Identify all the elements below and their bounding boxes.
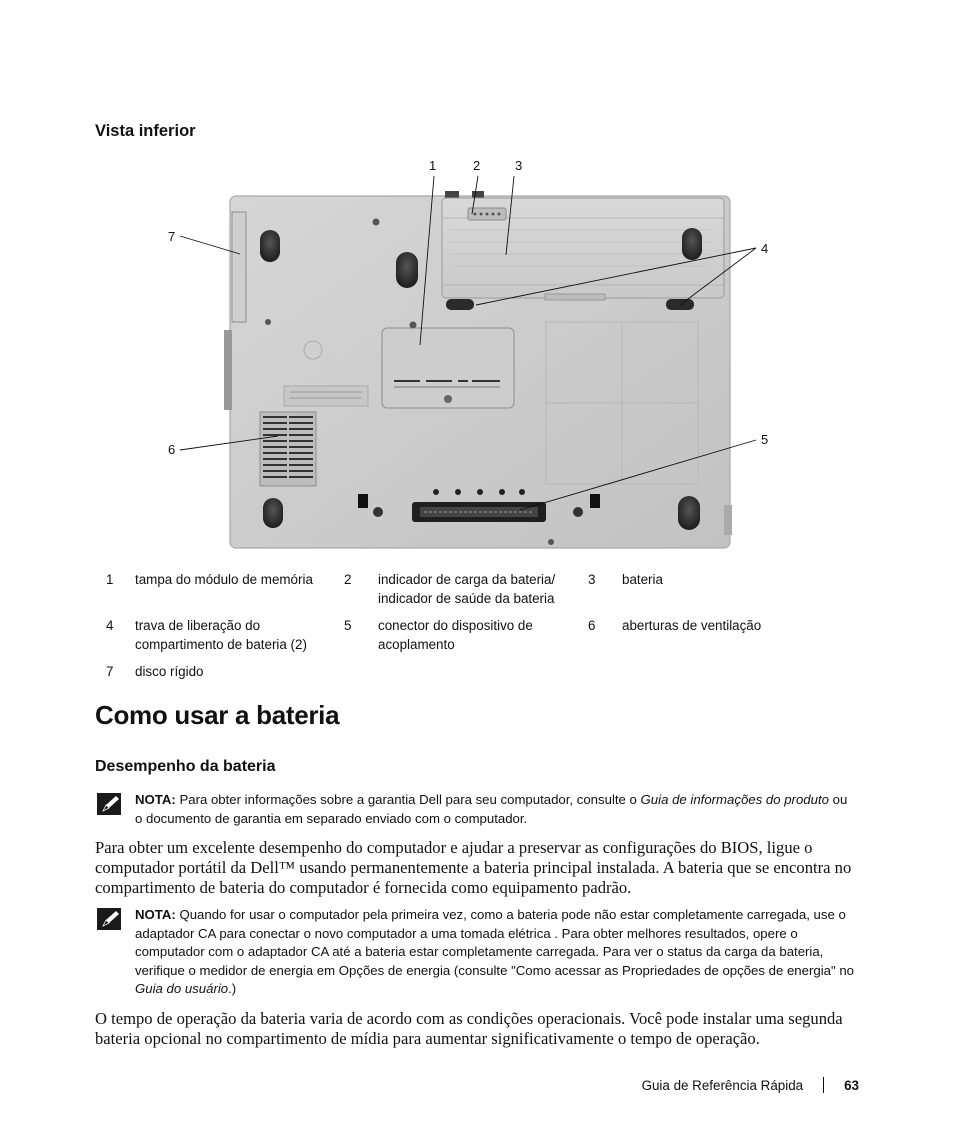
note-text: .) (228, 981, 237, 996)
legend-number: 6 (588, 618, 596, 633)
memory-module-cover (382, 328, 514, 408)
note-2 (95, 906, 855, 999)
note-label: NOTA: (135, 792, 176, 807)
paragraph-2: O tempo de operação da bateria varia de acordo com as condições operacionais. Você pode instalar uma segunda bateria opcional no compartimento de mídia para aumentar significativamente o tempo de operação. (95, 1009, 843, 1048)
footer-guide-title: Guia de Referência Rápida (641, 1077, 804, 1093)
battery-latch-left (446, 299, 474, 310)
legend-row (95, 570, 795, 616)
laptop-bottom-figure (150, 150, 790, 560)
legend-number: 5 (344, 618, 352, 633)
legend-number: 7 (106, 664, 114, 679)
air-vents (260, 412, 316, 486)
note-text: Para obter informações sobre a garantia Dell para seu computador, consulte o (175, 792, 641, 807)
legend-text: tampa do módulo de memória (135, 572, 313, 587)
note-text: ou o documento de garantia em separado enviado com o computador. (135, 792, 848, 826)
note-1 (95, 791, 855, 828)
guide-reference: Guia do usuário (135, 981, 229, 996)
legend-table (95, 570, 795, 686)
main-heading: Como usar a bateria (95, 700, 340, 730)
legend-number: 1 (106, 572, 114, 587)
legend-number: 4 (106, 618, 114, 633)
note-pencil-icon (97, 908, 125, 932)
legend-text: conector do dispositivo de acoplamento (378, 618, 533, 652)
battery-charge-gauge (468, 208, 506, 220)
legend-text: bateria (622, 572, 663, 587)
paragraph-1: Para obter um excelente desempenho do computador e ajudar a preservar as configurações do BIOS, ligue o computador portátil da Dell™ usando permanentemente a bateria principal instalada. A bateria que se encontra no compartimento de bateria do computador é fornecida como equipamento padrão. (95, 838, 852, 897)
page-footer (642, 1077, 859, 1093)
callout-1: 1 (429, 158, 437, 173)
callout-5: 5 (761, 432, 769, 447)
legend-text: aberturas de ventilação (622, 618, 762, 633)
guide-reference: Guia de informações do produto (640, 792, 829, 807)
footer-separator (823, 1077, 824, 1093)
note-pencil-icon (97, 793, 125, 817)
page-number: 63 (844, 1077, 859, 1093)
sub-heading: Desempenho da bateria (95, 758, 276, 775)
legend-text: disco rígido (135, 664, 204, 679)
callout-7: 7 (168, 229, 176, 244)
legend-number: 3 (588, 572, 596, 587)
callout-3: 3 (515, 158, 523, 173)
legend-row (95, 662, 795, 686)
legend-text: trava de liberação do compartimento de bateria (2) (135, 618, 307, 652)
callout-6: 6 (168, 442, 176, 457)
section-title: Vista inferior (95, 122, 196, 140)
callout-2: 2 (473, 158, 481, 173)
note-label: NOTA: (135, 907, 176, 922)
legend-text: indicador de carga da bateria/ indicador de saúde da bateria (378, 572, 556, 606)
legend-number: 2 (344, 572, 352, 587)
legend-row (95, 616, 795, 662)
note-text: Quando for usar o computador pela primeira vez, como a bateria pode não estar completamente carregada, use o adaptador CA para conectar o novo computador a uma tomada elétrica . Para obter melhores resultados, opere o computador com o adaptador CA até a bateria estar completamente carregada. Para ver o status da carga da bateria, verifique o medidor de energia em Opções de energia (consulte "Como acessar as Propriedades de opções de energia" no (135, 907, 854, 978)
callout-4: 4 (761, 241, 769, 256)
hard-drive-door (232, 212, 246, 322)
